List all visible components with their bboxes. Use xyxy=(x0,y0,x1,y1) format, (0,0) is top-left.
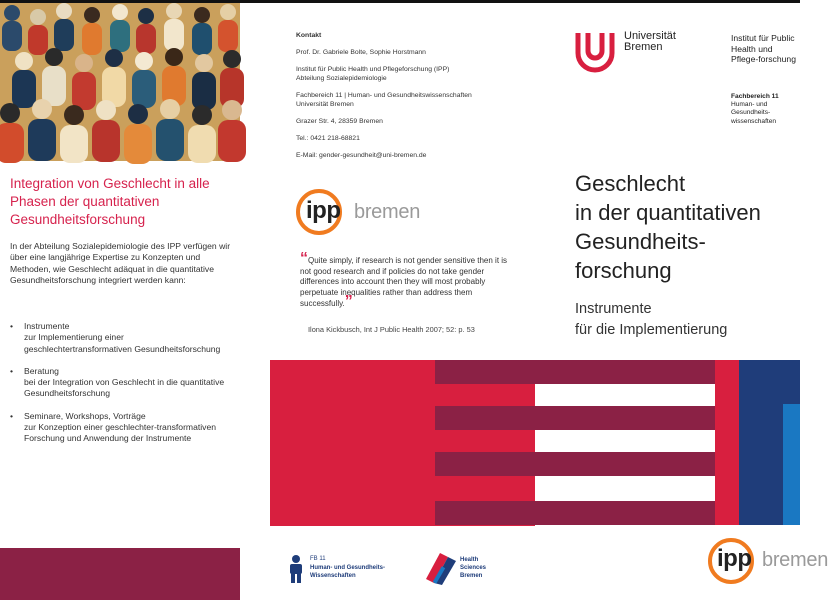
ipp-logo-text: ipp xyxy=(306,197,341,224)
list-item xyxy=(10,366,232,400)
ipp-logo-text: ipp xyxy=(717,545,752,572)
fb11-line1: Human- und Gesundheits- xyxy=(310,565,385,571)
services-list xyxy=(10,321,232,456)
fb11-number: FB 11 xyxy=(310,556,326,562)
bullet-icon: • xyxy=(10,321,14,331)
list-item xyxy=(10,411,232,445)
contact-institute: Institut für Public Health und Pflegeforschung (IPP) xyxy=(296,66,450,73)
crowd-illustration-graphic xyxy=(0,3,240,161)
hsb-line1: Health xyxy=(460,557,479,563)
maroon-stripe xyxy=(435,501,715,525)
subtitle-line: für die Implementierung xyxy=(575,322,728,338)
contact-block xyxy=(296,31,536,160)
university-line1: Universität xyxy=(624,30,676,42)
list-item-title: Seminare, Workshops, Vorträge xyxy=(24,410,146,421)
institute-name: Institut für Public Health und Pflege-forschung xyxy=(731,33,796,65)
crowd-of-people-illustration xyxy=(0,3,240,161)
list-item-title: Instrumente xyxy=(24,321,70,331)
left-panel-heading: Integration von Geschlecht in alle Phasen der quantitativen Gesundheitsforschung xyxy=(10,176,210,227)
universitaet-bremen-logo-mark xyxy=(574,31,616,73)
list-item-title: Beratung xyxy=(24,365,59,376)
left-panel-intro: In der Abteilung Sozialepidemiologie des IPP verfügen wir über eine langjährige Expertise zu Konzepten und Methoden, wie Geschlecht adäquat in die quantitative Gesundheitsforschung integriert werden kann: xyxy=(10,241,231,285)
fb11-logo xyxy=(286,552,406,586)
close-quote-mark: ” xyxy=(344,293,353,310)
contact-department: Abteilung Sozialepidemiologie xyxy=(296,75,387,82)
title-line: Geschlecht xyxy=(575,171,686,196)
list-item xyxy=(10,321,232,355)
panel-left xyxy=(0,3,240,600)
university-line2: Bremen xyxy=(624,41,663,53)
maroon-stripe xyxy=(435,406,715,430)
title-line: Gesundheits- xyxy=(575,229,706,254)
hsb-line2: Sciences xyxy=(460,565,487,571)
contact-faculty: Fachbereich 11 | Human- und Gesundheitswissenschaften xyxy=(296,92,472,99)
list-item-description: bei der Integration von Geschlecht in die quantitative Gesundheitsforschung xyxy=(24,377,225,399)
fb11-line2: Wissenschaften xyxy=(310,573,356,579)
hsb-line3: Bremen xyxy=(460,573,483,579)
bullet-icon: • xyxy=(10,410,14,421)
red-strip xyxy=(715,360,739,525)
blue-strip xyxy=(783,404,800,525)
contact-address: Grazer Str. 4, 28359 Bremen xyxy=(296,118,383,125)
contact-university: Universität Bremen xyxy=(296,101,354,108)
title-line: forschung xyxy=(575,258,672,283)
fb11-figure-icon xyxy=(286,554,306,584)
open-quote-mark: “ xyxy=(300,250,308,267)
faculty-title: Fachbereich 11 xyxy=(731,93,779,100)
quote-source: Ilona Kickbusch, Int J Public Health 2007; 52: p. 53 xyxy=(308,325,475,334)
faculty-description: Human- und Gesundheits-wissenschaften xyxy=(731,101,777,125)
brochure-subtitle xyxy=(575,299,800,341)
ipp-bremen-logo-footer xyxy=(708,538,828,584)
bullet-icon: • xyxy=(10,365,14,376)
universitaet-bremen-logo-text xyxy=(624,31,676,53)
contact-phone: Tel.: 0421 218-68821 xyxy=(296,135,360,142)
contact-email[interactable]: E-Mail: gender-gesundheit@uni-bremen.de xyxy=(296,152,427,159)
contact-names: Prof. Dr. Gabriele Bolte, Sophie Horstmann xyxy=(296,49,426,56)
ipp-logo-bremen-text: bremen xyxy=(762,549,828,571)
brochure-title xyxy=(575,169,800,285)
ipp-bremen-logo xyxy=(296,189,421,235)
maroon-stripe xyxy=(435,452,715,476)
faculty-block xyxy=(731,93,801,126)
maroon-footer-bar xyxy=(0,548,240,600)
hsb-mark-icon xyxy=(426,551,456,585)
contact-title: Kontakt xyxy=(296,32,322,39)
ipp-logo-bremen-text: bremen xyxy=(354,201,421,223)
list-item-description: zur Implementierung einer geschlechtertransformativen Gesundheitsforschung xyxy=(24,332,221,354)
maroon-stripe xyxy=(435,360,715,384)
quote-text: Quite simply, if research is not gender sensitive then it is not good research and if policies do not take gender differences into account then they will most probably perpetuate inequalities rather than address them successfully. xyxy=(300,256,508,308)
list-item-description: zur Konzeption einer geschlechter-transformativen Forschung und Anwendung der Instrumente xyxy=(24,422,217,444)
health-sciences-bremen-logo xyxy=(426,551,496,587)
subtitle-line: Instrumente xyxy=(575,301,652,317)
title-line: in der quantitativen xyxy=(575,200,761,225)
quote-block xyxy=(300,250,520,310)
maroon-stripes-graphic xyxy=(435,360,715,525)
